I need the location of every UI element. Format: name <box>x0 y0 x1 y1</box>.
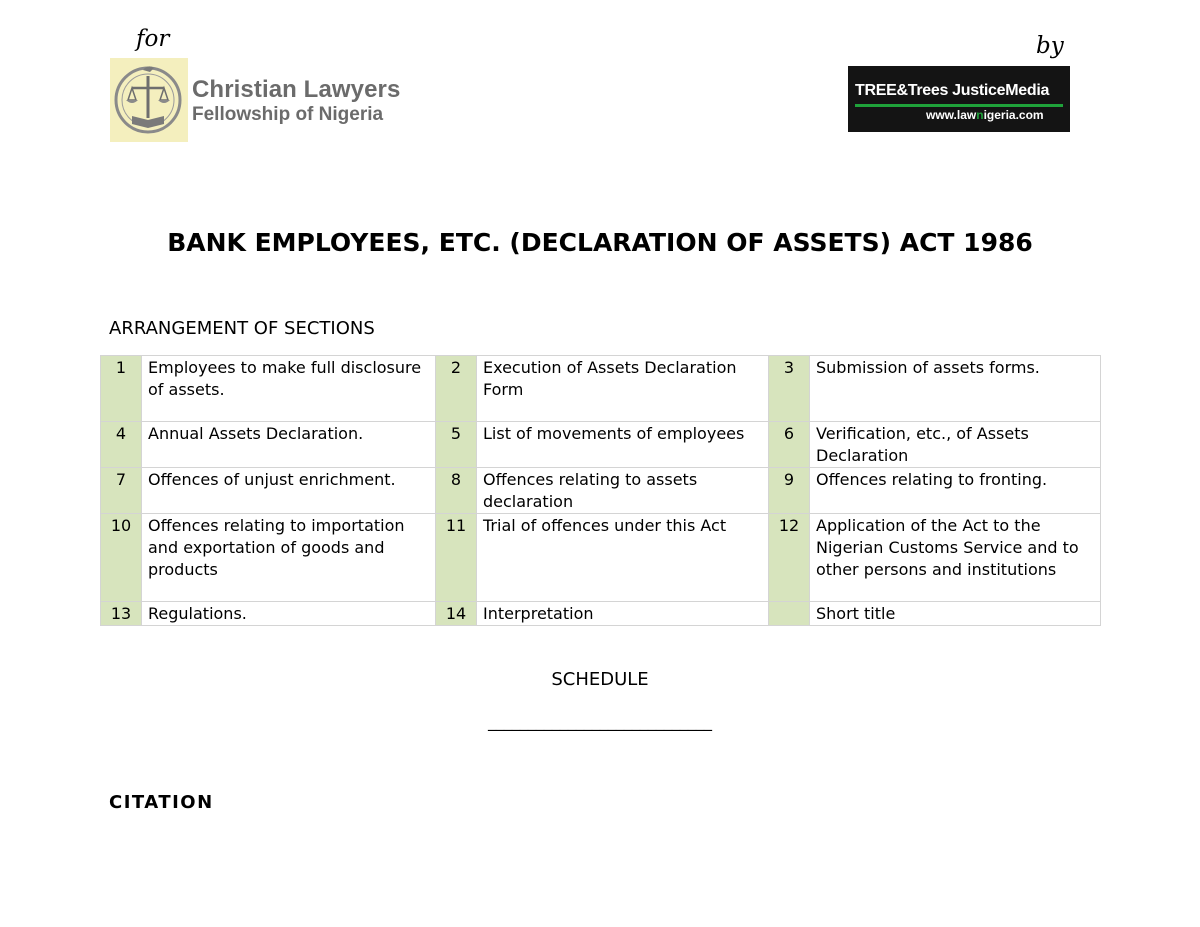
clf-emblem-logo <box>110 58 188 142</box>
section-number: 1 <box>101 356 142 422</box>
section-title: Trial of offences under this Act <box>477 514 769 602</box>
table-row <box>101 422 1101 468</box>
section-title: Offences relating to importation and exportation of goods and products <box>142 514 436 602</box>
section-title: Employees to make full disclosure of assets. <box>142 356 436 422</box>
clf-logo-line1: Christian Lawyers <box>192 76 401 103</box>
section-title: Offences of unjust enrichment. <box>142 468 436 514</box>
table-row <box>101 468 1101 514</box>
section-title: Verification, etc., of Assets Declaration <box>810 422 1101 468</box>
by-label: by <box>1036 33 1064 59</box>
tree-logo-line1: TREE&Trees JusticeMedia <box>855 82 1050 99</box>
separator-line: ____________________________ <box>488 712 712 731</box>
tree-logo-stripe <box>855 104 1063 107</box>
tree-logo-url-post: igeria.com <box>983 108 1044 122</box>
section-number: 2 <box>436 356 477 422</box>
clf-logo-line2: Fellowship of Nigeria <box>192 104 384 125</box>
section-number: 4 <box>101 422 142 468</box>
document-title: BANK EMPLOYEES, ETC. (DECLARATION OF ASSETS) ACT 1986 <box>167 228 1033 257</box>
table-row <box>101 514 1101 602</box>
section-title: Annual Assets Declaration. <box>142 422 436 468</box>
schedule-label: SCHEDULE <box>551 669 649 690</box>
sections-table <box>100 355 1101 626</box>
section-title: Submission of assets forms. <box>810 356 1101 422</box>
section-title: Offences relating to fronting. <box>810 468 1101 514</box>
scales-of-justice-icon <box>110 58 188 142</box>
section-number: 9 <box>769 468 810 514</box>
section-number <box>769 602 810 626</box>
tree-logo-line2 <box>926 108 1044 122</box>
section-title: Short title <box>810 602 1101 626</box>
clf-logo-text <box>192 78 400 124</box>
section-title: Regulations. <box>142 602 436 626</box>
section-title: Offences relating to assets declaration <box>477 468 769 514</box>
citation-heading: CITATION <box>109 792 214 813</box>
section-number: 11 <box>436 514 477 602</box>
table-row <box>101 602 1101 626</box>
section-number: 12 <box>769 514 810 602</box>
section-number: 13 <box>101 602 142 626</box>
section-title: Application of the Act to the Nigerian Customs Service and to other persons and institutions <box>810 514 1101 602</box>
section-number: 3 <box>769 356 810 422</box>
section-title: Interpretation <box>477 602 769 626</box>
section-number: 7 <box>101 468 142 514</box>
tree-logo-url-mid: n <box>976 108 984 122</box>
tree-justicemedia-logo <box>848 66 1070 132</box>
for-label: for <box>136 26 170 52</box>
section-number: 14 <box>436 602 477 626</box>
section-number: 5 <box>436 422 477 468</box>
section-number: 8 <box>436 468 477 514</box>
section-number: 10 <box>101 514 142 602</box>
section-title: Execution of Assets Declaration Form <box>477 356 769 422</box>
table-row <box>101 356 1101 422</box>
section-title: List of movements of employees <box>477 422 769 468</box>
arrangement-heading: ARRANGEMENT OF SECTIONS <box>109 318 375 339</box>
section-number: 6 <box>769 422 810 468</box>
tree-logo-url-pre: www.law <box>926 108 977 122</box>
